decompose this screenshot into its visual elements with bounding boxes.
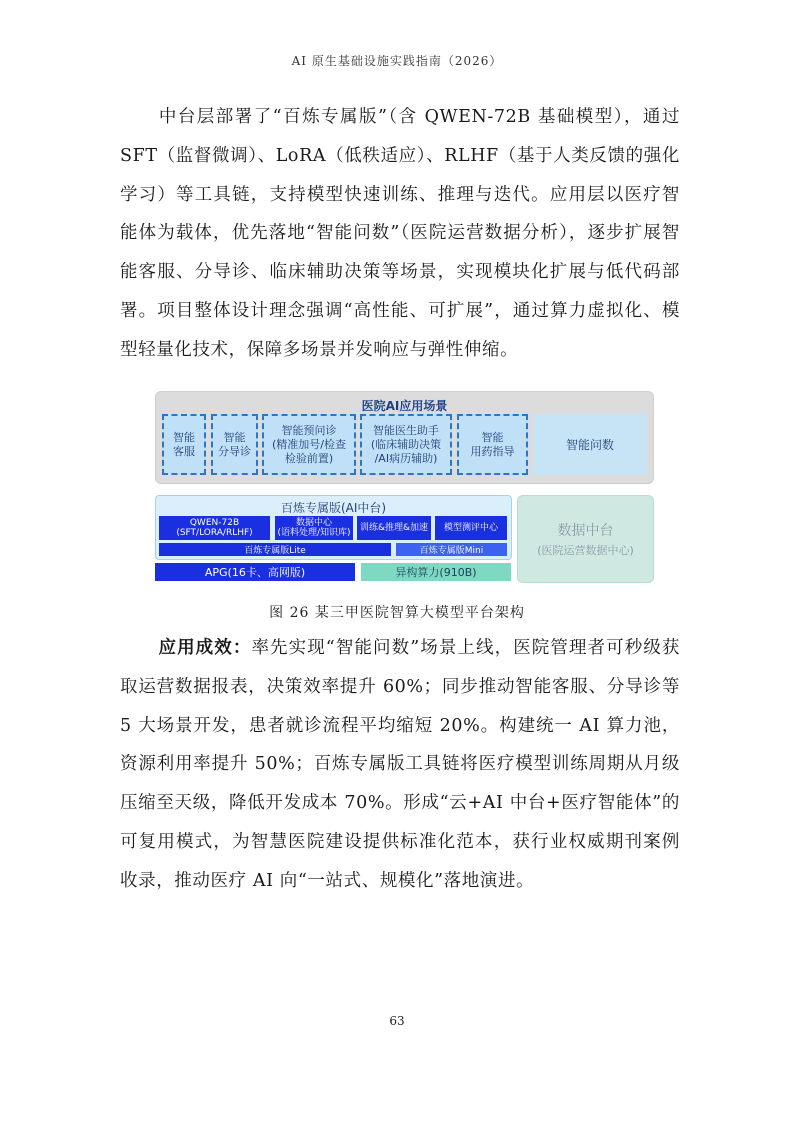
- app-box-doctor-assistant: [360, 414, 452, 475]
- module-line: QWEN-72B: [189, 518, 240, 528]
- architecture-figure: [155, 391, 655, 589]
- middle-platform-title: 百炼专属版(AI中台): [280, 501, 387, 515]
- app-box-line: 智能: [173, 430, 195, 444]
- app-box-line: 智能问数: [565, 437, 614, 452]
- app-box-line: 智能: [481, 430, 504, 444]
- app-box-line: 检验前置): [284, 451, 334, 465]
- paragraph-intro-text: 中台层部署了“百炼专属版”（含 QWEN-72B 基础模型），通过 SFT（监督微调）、LoRA（低秩适应）、RLHF（基于人类反馈的强化学习）等工具链，支持模型快速训练、推理与迭代。应用层以医疗智能体为载体，优先落地“智能问数”（医院运营数据分析），逐步扩展智能客服、分导诊、临床辅助决策等场景，实现模块化扩展与低代码部署。项目整体设计理念强调“高性能、可扩展”，通过算力虚拟化、模型轻量化技术，保障多场景并发响应与弹性伸缩。: [120, 107, 680, 360]
- apg-compute-bar: APG(16卡、高网版): [155, 563, 355, 581]
- application-layer: [155, 391, 654, 484]
- module-data-center: [275, 516, 353, 540]
- module-training-inference: [357, 516, 431, 540]
- app-box-customer-service: [162, 414, 206, 475]
- mini-bar: 百炼专属版Mini: [396, 543, 507, 556]
- lite-bar: 百炼专属版Lite: [159, 543, 391, 556]
- figure-caption: 图 26 某三甲医院智算大模型平台架构: [269, 605, 525, 621]
- application-layer-title: 医院AI应用场景: [361, 399, 448, 413]
- module-line: 模型测评中心: [443, 523, 498, 533]
- module-line: 数据中心: [295, 518, 332, 528]
- app-box-line: /AI病历辅助): [374, 451, 438, 465]
- page-number: 63: [389, 1014, 405, 1028]
- module-line: (语料处理/知识库): [277, 528, 351, 538]
- running-header: AI 原生基础设施实践指南（2026）: [291, 54, 503, 68]
- paragraph-results-text: 率先实现“智能问数”场景上线，医院管理者可秒级获取运营数据报表，决策效率提升 60%；同步推动智能客服、分导诊等 5 大场景开发，患者就诊流程平均缩短 20%。构建统一 AI 算力池，资源利用率提升 50%；百炼专属版工具链将医疗模型训练周期从月级压缩至天级，降低开发成本 70%。形成“云+AI 中台+医疗智能体”的可复用模式，为智慧医院建设提供标准化范本，获行业权威期刊案例收录，推动医疗 AI 向“一站式、规模化”落地演进。: [120, 638, 681, 891]
- app-box-line: 用药指导: [470, 444, 515, 458]
- paragraph-intro: [120, 98, 680, 370]
- results-label: 应用成效：: [158, 638, 252, 658]
- module-line: (SFT/LORA/RLHF): [176, 528, 253, 538]
- app-box-line: 智能: [223, 430, 246, 444]
- app-box-line: 分导诊: [218, 444, 251, 458]
- app-box-line: 客服: [173, 444, 195, 458]
- app-box-line: (精准加号/检查: [272, 437, 346, 451]
- module-qwen: [159, 516, 270, 540]
- paragraph-results: [120, 629, 680, 901]
- module-line: 训练&推理&加速: [359, 523, 429, 533]
- app-box-line: 智能医生助手: [372, 423, 439, 437]
- ai-middle-platform: [155, 495, 512, 560]
- app-box-smart-query: [533, 414, 647, 475]
- data-center-title: 数据中台: [557, 523, 614, 539]
- module-model-evaluation: [435, 516, 507, 540]
- data-center-subtitle: (医院运营数据中心): [537, 544, 634, 557]
- app-box-line: (临床辅助决策: [370, 437, 442, 451]
- app-box-pre-consultation: [262, 414, 356, 475]
- heterogeneous-compute-bar: 异构算力(910B): [361, 563, 511, 581]
- app-box-medication-guide: [457, 414, 528, 475]
- app-box-triage: [211, 414, 258, 475]
- data-middle-platform: [517, 495, 654, 583]
- app-box-line: 智能预问诊: [281, 423, 337, 437]
